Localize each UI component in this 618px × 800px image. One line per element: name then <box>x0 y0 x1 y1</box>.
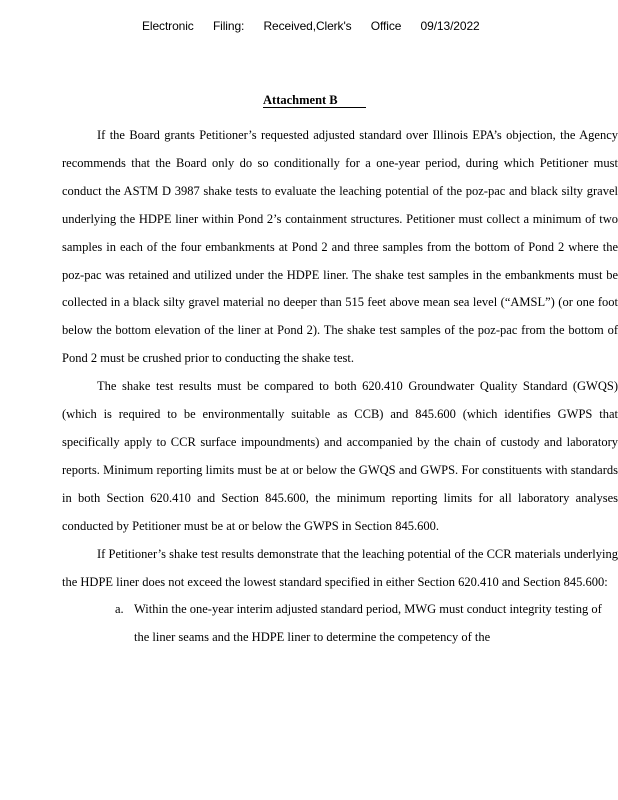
filing-word-office: Office <box>370 19 402 33</box>
filing-date: 09/13/2022 <box>420 19 480 33</box>
filing-stamp-header <box>142 19 480 33</box>
paragraph-2: The shake test results must be compared to both 620.410 Groundwater Quality Standard (GWQS) (which is required to be environmentally suitable as CCB) and 845.600 (which identifies GWPS that specifically apply to CCR surface impoundments) and accompanied by the chain of custody and laboratory reports. Minimum reporting limits must be at or below the GWQS and GWPS. For constituents with standards in both Section 620.410 and Section 845.600, the minimum reporting limits for all laboratory analyses conducted by Petitioner must be at or below the GWPS in Section 845.600. <box>62 379 618 533</box>
conditions-list <box>62 596 618 652</box>
filing-word-filing: Filing: <box>212 19 245 33</box>
document-title: Attachment B <box>263 93 366 108</box>
paragraph-3: If Petitioner’s shake test results demonstrate that the leaching potential of the CCR materials underlying the HDPE liner does not exceed the lowest standard specified in either Section 620.410 and Section 845.600: <box>62 546 618 589</box>
list-item-marker: a. <box>115 602 124 617</box>
paragraph-1: If the Board grants Petitioner’s requested adjusted standard over Illinois EPA’s objection, the Agency recommends that the Board only do so conditionally for a one-year period, during which Petitioner must conduct the ASTM D 3987 shake tests to evaluate the leaching potential of the poz-pac and black silty gravel underlying the HDPE liner within Pond 2’s containment structures. Petitioner must collect a minimum of two samples in each of the four embankments at Pond 2 and three samples from the bottom of Pond 2 where the poz-pac was retained and utilized under the HDPE liner. The shake test samples in the embankments must be collected in a black silty gravel material no deeper than 515 feet above mean sea level (“AMSL”) (or one foot below the bottom elevation of the liner at Pond 2). The shake test samples of the poz-pac from the bottom of Pond 2 must be crushed prior to conducting the shake test. <box>62 128 618 366</box>
filing-word-electronic: Electronic <box>142 19 194 33</box>
document-body <box>62 122 618 652</box>
filing-word-received: Received,Clerk's <box>263 19 352 33</box>
list-item-text: Within the one-year interim adjusted standard period, MWG must conduct integrity testing of the liner seams and the HDPE liner to determine the competency of the <box>134 602 602 645</box>
list-item <box>62 596 618 652</box>
